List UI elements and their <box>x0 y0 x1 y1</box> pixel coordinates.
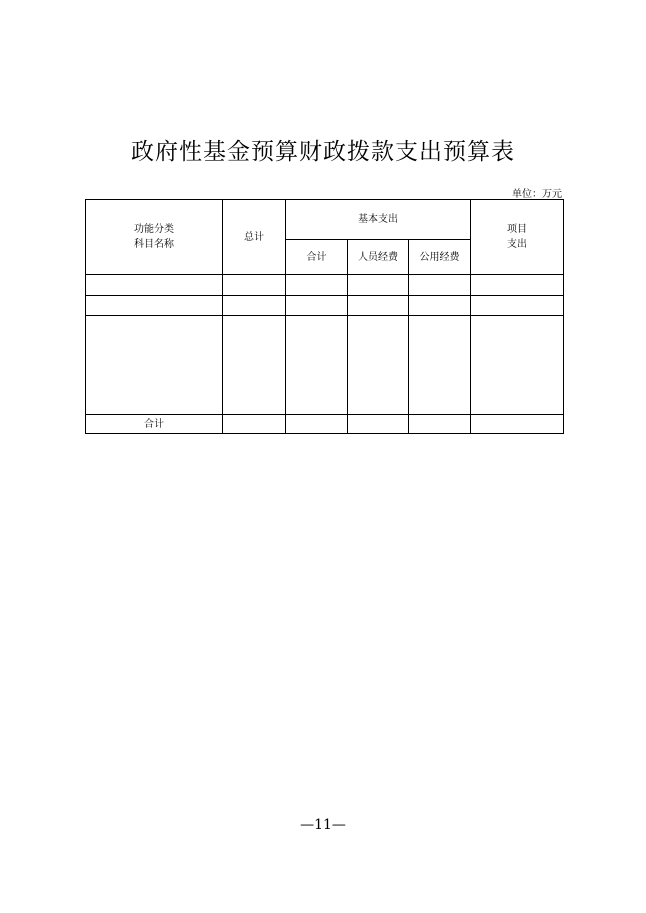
table-cell <box>471 275 564 296</box>
table-row <box>86 296 564 316</box>
table-row <box>86 275 564 296</box>
table-cell <box>409 296 471 316</box>
page-number: —11— <box>300 817 346 833</box>
table-cell <box>348 415 409 434</box>
header-total: 总计 <box>223 200 286 275</box>
table-cell <box>409 415 471 434</box>
table-cell <box>471 296 564 316</box>
table-cell <box>471 316 564 415</box>
header-basic-sum: 合计 <box>286 240 348 275</box>
table-cell <box>286 275 348 296</box>
table-cell <box>409 316 471 415</box>
table-cell <box>223 296 286 316</box>
table-cell <box>86 275 223 296</box>
table-cell <box>223 316 286 415</box>
header-project-line2: 支出 <box>507 239 528 250</box>
table-cell <box>86 296 223 316</box>
header-basic-personnel: 人员经费 <box>348 240 409 275</box>
total-row-label: 合计 <box>86 415 223 434</box>
header-basic: 基本支出 <box>286 200 471 240</box>
table-cell <box>286 316 348 415</box>
header-project-line1: 项目 <box>507 224 528 235</box>
header-category-line1: 功能分类 <box>134 224 174 235</box>
header-category <box>86 200 223 275</box>
table-cell <box>471 415 564 434</box>
table-row <box>86 316 564 415</box>
table-cell <box>409 275 471 296</box>
budget-table <box>85 199 564 434</box>
table-cell <box>348 316 409 415</box>
total-row <box>86 415 564 434</box>
page-title: 政府性基金预算财政拨款支出预算表 <box>131 139 515 165</box>
header-basic-public: 公用经费 <box>409 240 471 275</box>
table-cell <box>223 415 286 434</box>
unit-label: 单位：万元 <box>512 189 562 200</box>
table-cell <box>286 296 348 316</box>
table-cell <box>348 275 409 296</box>
table-cell <box>223 275 286 296</box>
table-cell <box>286 415 348 434</box>
table-cell <box>348 296 409 316</box>
header-category-line2: 科目名称 <box>134 239 174 250</box>
header-row-1 <box>86 200 564 240</box>
table-cell <box>86 316 223 415</box>
header-project <box>471 200 564 275</box>
